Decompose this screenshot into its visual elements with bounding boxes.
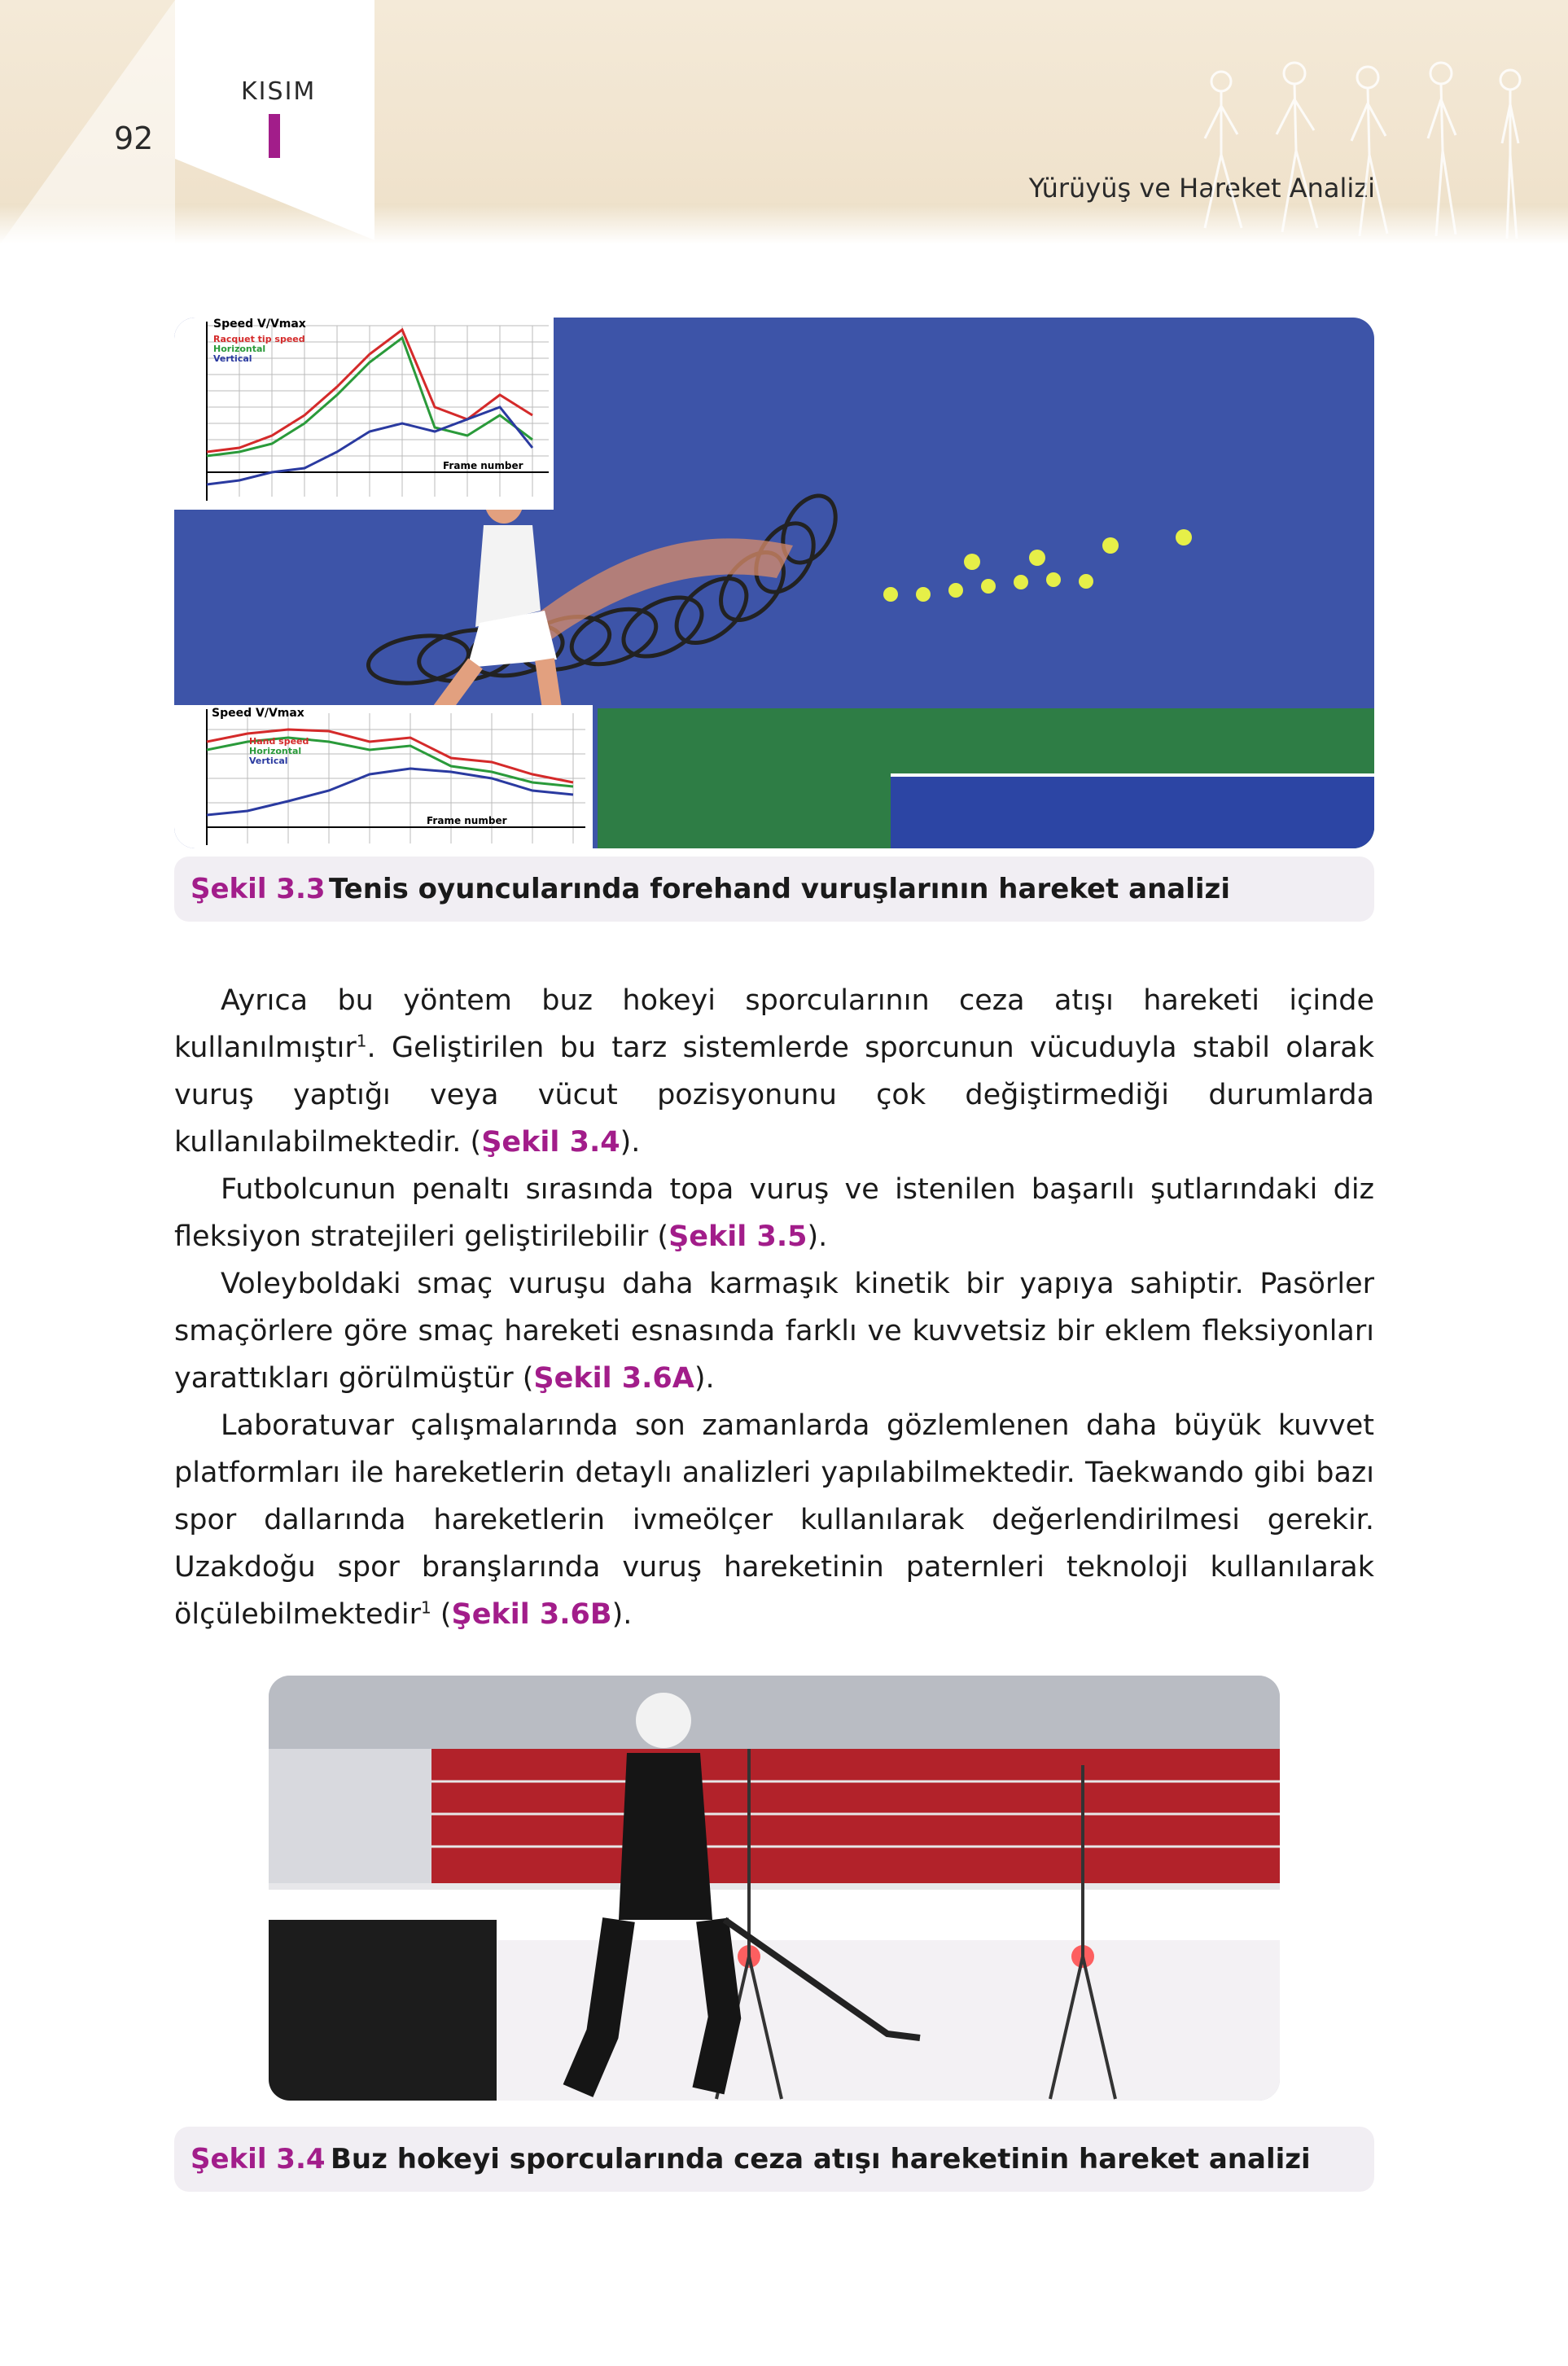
figure-reference[interactable]: Şekil 3.6B [451,1598,612,1631]
paragraph-1: Ayrıca bu yöntem buz hokeyi sporcularının ceza atışı hareketi içinde kullanılmıştır$^1$. Geliştirilen bu tarz sistemlerde sporcunun vücuduyla stabil olarak vuruş yaptığı veya vücut pozisyonunu çok değiştirmediği durumlarda kullanılabilmektedir. (Şekil 3.4). [174,984,1374,1159]
figure-reference[interactable]: Şekil 3.5 [668,1220,808,1253]
chart-bottom-legend-2: Horizontal [249,746,302,756]
figure-1-caption [174,857,1374,922]
chart-bottom-title: Speed V/Vmax [212,707,304,720]
chart-bottom-legend-1: Hand speed [249,736,309,747]
paragraph-2: Futbolcunun penaltı sırasında topa vuruş ve istenilen başarılı şutlarındaki diz fleksiyon stratejileri geliştirilebilir (Şekil 3.5). [174,1173,1374,1253]
section-title: Yürüyüş ve Hareket Analizi [1028,173,1375,204]
chart-top-title: Speed V/Vmax [213,318,306,331]
figure-1-caption-text: Tenis oyuncularında forehand vuruşlarının hareket analizi [329,873,1230,905]
paragraph-3: Voleyboldaki smaç vuruşu daha karmaşık kinetik bir yapıya sahiptir. Pasörler smaçörlere göre smaç hareketi esnasında farklı ve kuvvetsiz bir eklem fleksiyonları yarattıkları görülmüştür (Şekil 3.6A). [174,1268,1374,1395]
ice-hockey-photo-illustration [269,1676,1280,2101]
chart-bottom-legend-3: Vertical [249,756,288,766]
part-tab-fold [175,159,374,240]
body-text [174,977,1374,1638]
paragraph-4: Laboratuvar çalışmalarında son zamanlarda gözlemlenen daha büyük kuvvet platformları ile hareketlerin detaylı analizleri yapılabilmektedir. Taekwando gibi bazı spor dallarında hareketlerin ivmeölçer kullanılarak değerlendirilmesi gerekir. Uzakdoğu spor branşlarında vuruş hareketinin paternleri teknoloji kullanılarak ölçülebilmektedir$^1$ (Şekil 3.6B). [174,1409,1374,1631]
chart-bottom-xlabel: Frame number [427,815,507,826]
racquet-speed-chart [174,318,554,510]
part-label: KISIM [241,77,317,106]
figure-2-caption [174,2127,1374,2192]
page-number: 92 [114,120,154,156]
hand-speed-chart [174,705,593,848]
chart-top-xlabel: Frame number [443,460,523,471]
figure-1-caption-label: Şekil 3.3 [191,873,326,905]
part-numeral [269,114,280,158]
tennis-figure [174,318,1374,848]
chart-top-legend-2: Horizontal [213,344,266,354]
chart-top-legend-3: Vertical [213,353,252,364]
walking-figures-decoration [1172,57,1547,244]
chart-top-legend-1: Racquet tip speed [213,334,305,344]
ice-hockey-figure [269,1676,1280,2101]
figure-reference[interactable]: Şekil 3.6A [533,1362,694,1395]
figure-2-caption-label: Şekil 3.4 [191,2143,326,2175]
figure-reference[interactable]: Şekil 3.4 [481,1126,620,1159]
figure-2-caption-text: Buz hokeyi sporcularında ceza atışı hareketinin hareket analizi [331,2143,1311,2175]
